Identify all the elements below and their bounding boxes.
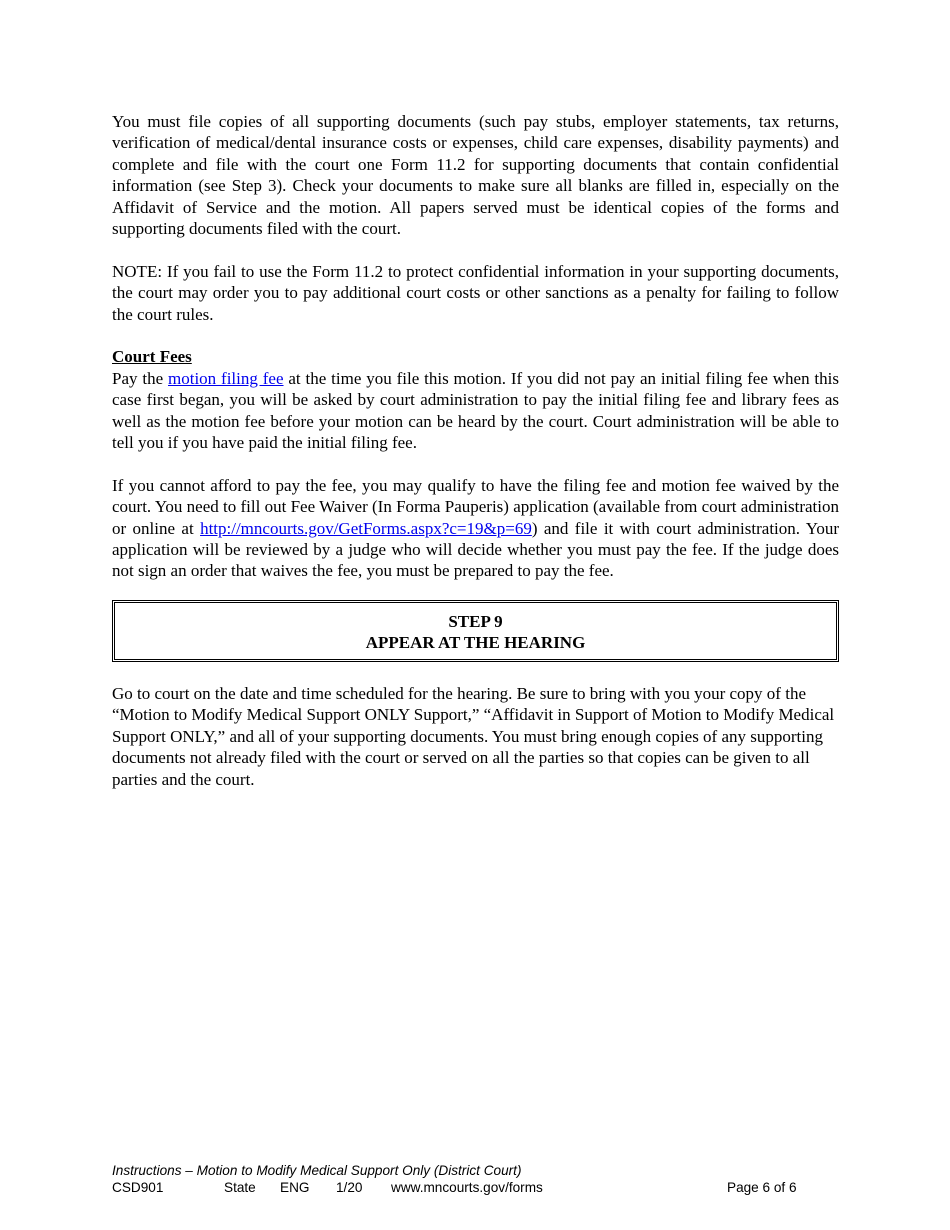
- footer-url: www.mncourts.gov/forms: [391, 1180, 543, 1195]
- supporting-documents-paragraph: You must file copies of all supporting documents (such pay stubs, employer statements, tax returns, verification of medical/dental insurance costs or expenses, child care expenses, disability payments) and complete and file with the court one Form 11.2 for supporting documents that contain confidential information (see Step 3). Check your documents to make sure all blanks are filled in, especially on the Affidavit of Service and the motion. All papers served must be identical copies of the forms and supporting documents filed with the court.: [112, 112, 839, 239]
- footer-info-row: [112, 1179, 832, 1196]
- motion-filing-fee-link[interactable]: motion filing fee: [168, 368, 284, 388]
- page-footer: [112, 1162, 832, 1196]
- fee-waiver-forms-link[interactable]: http://mncourts.gov/GetForms.aspx?c=19&p=69: [200, 518, 532, 538]
- text-segment: Pay the: [112, 368, 169, 388]
- court-fees-section: [112, 346, 839, 581]
- step-title: APPEAR AT THE HEARING: [365, 633, 586, 653]
- footer-state: State: [224, 1180, 256, 1195]
- footer-date: 1/20: [336, 1180, 363, 1195]
- footer-page-number: Page 6 of 6: [727, 1180, 797, 1195]
- footer-language: ENG: [280, 1180, 310, 1195]
- text-segment: at the time you file this motion. If you did not pay an initial filing fee when this case first began, you will be asked by court administration to pay the initial filing fee and library fees as well as the motion fee before your motion can be heard by the court. Court administration will be able to tell you if you have paid the initial filing fee.: [112, 368, 839, 453]
- text-segment: If you cannot afford to pay the fee, you may qualify to have the filing fee and motion fee waived by the court. You need to fill out Fee Waiver (In Forma Pauperis) application (available from court administration or online at: [112, 475, 839, 538]
- hearing-instructions-paragraph: Go to court on the date and time scheduled for the hearing. Be sure to bring with you your copy of the “Motion to Modify Medical Support ONLY Support,” “Affidavit in Support of Motion to Modify Medical Support ONLY,” and all of your supporting documents. You must bring enough copies of any supporting documents not already filed with the court or served on all the parties so that copies can be given to all parties and the court.: [112, 683, 835, 789]
- footer-form-code: CSD901: [112, 1180, 164, 1195]
- note-paragraph: NOTE: If you fail to use the Form 11.2 to protect confidential information in your supporting documents, the court may order you to pay additional court costs or other sanctions as a penalty for failing to follow the court rules.: [112, 261, 839, 324]
- court-fees-heading: Court Fees: [112, 347, 192, 367]
- document-body: [112, 111, 839, 790]
- footer-title: Instructions – Motion to Modify Medical Support Only (District Court): [112, 1163, 522, 1178]
- step-number: STEP 9: [448, 611, 503, 631]
- text-segment: ) and file it with court administration. Your application will be reviewed by a judge who will decide whether you must pay the fee. If the judge does not sign an order that waives the fee, you must be prepared to pay the fee.: [112, 518, 839, 581]
- step-9-box: [112, 600, 839, 662]
- court-fees-paragraph: [112, 368, 839, 454]
- fee-waiver-paragraph: [112, 475, 839, 582]
